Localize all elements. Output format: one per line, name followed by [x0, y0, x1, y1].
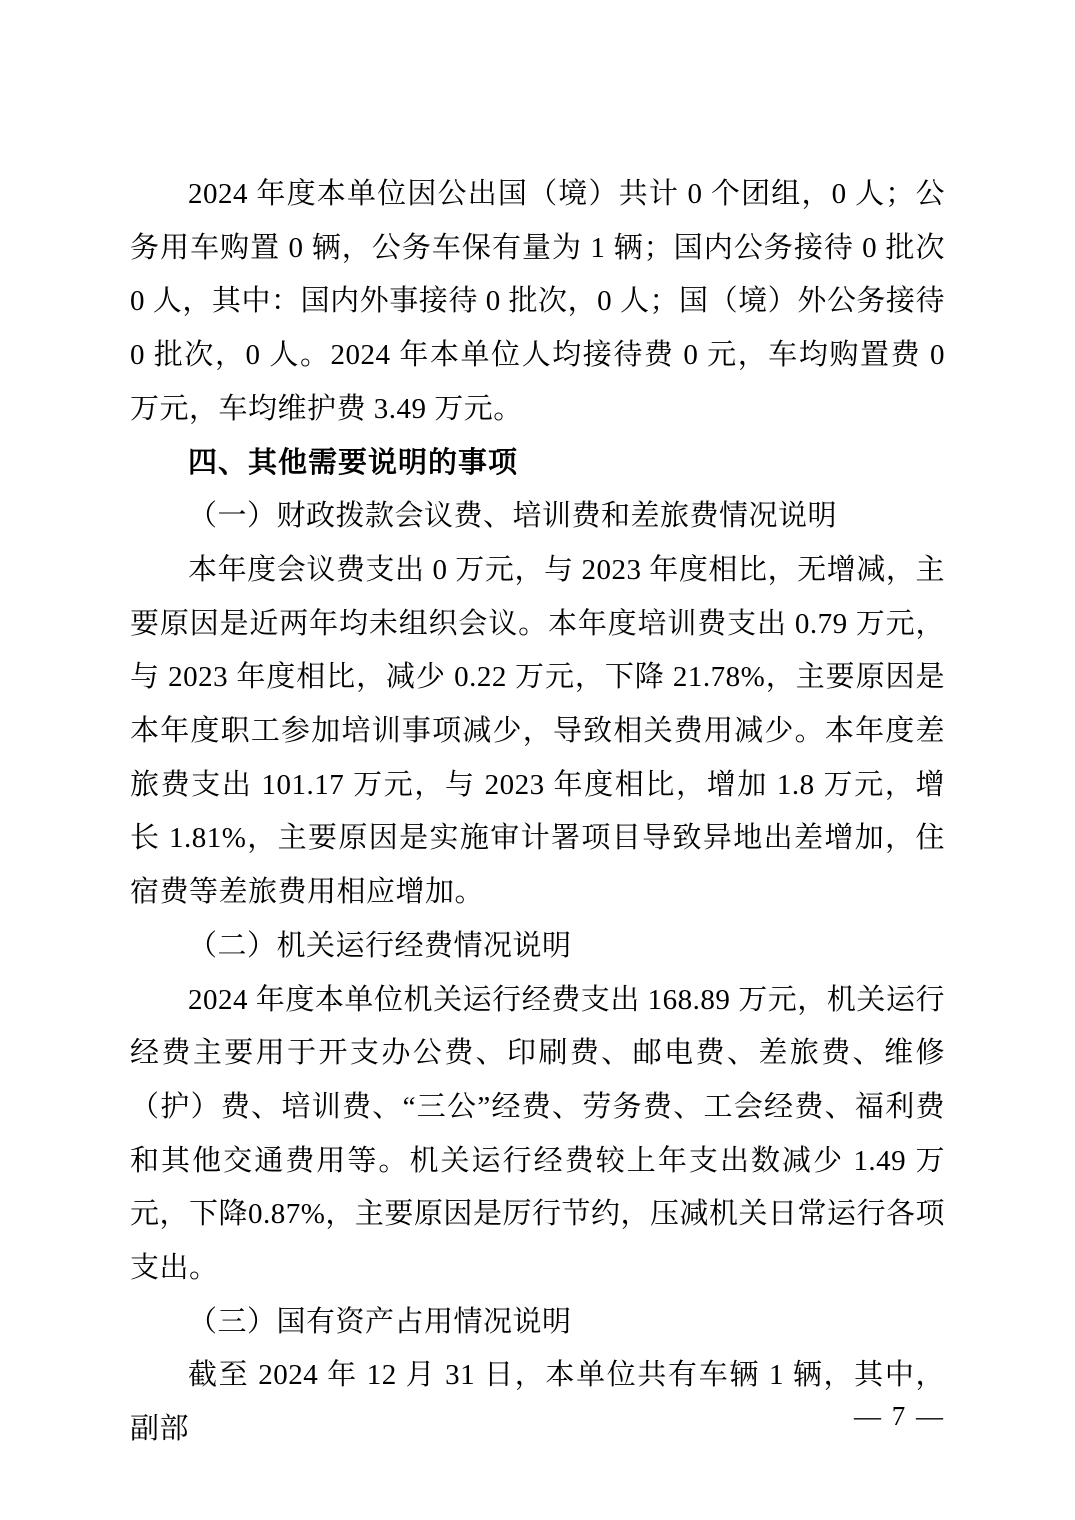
document-body [130, 168, 945, 1457]
page-number: — 7 — [854, 1401, 945, 1431]
paragraph-agency-operating-funds-detail: 2024 年度本单位机关运行经费支出 168.89 万元，机关运行经费主要用于开支办公费、印刷费、邮电费、差旅费、维修（护）费、培训费、“三公”经费、劳务费、工会经费、福利费和其他交通费用等。机关运行经费较上年支出数减少 1.49 万元，下降0.87%，主要原因是厉行节约，压减机关日常运行各项支出。 [130, 983, 945, 1285]
paragraph-meeting-training-travel-detail: 本年度会议费支出 0 万元，与 2023 年度相比，无增减，主要原因是近两年均未组织会议。本年度培训费支出 0.79 万元，与 2023 年度相比，减少 0.22 万元，下降 21.78%，主要原因是本年度职工参加培训事项减少，导致相关费用减少。本年度差旅费支出 101.17 万元，与 2023 年度相比，增加 1.8 万元，增长 1.81%，主要原因是实施审计署项目导致异地出差增加，住宿费等差旅费用相应增加。 [130, 553, 945, 909]
subheading-agency-operating-funds: （二）机关运行经费情况说明 [188, 929, 572, 962]
subheading-meeting-training-travel-fees: （一）财政拨款会议费、培训费和差旅费情况说明 [188, 500, 838, 533]
section-heading-other-matters: 四、其他需要说明的事项 [188, 446, 519, 479]
subheading-state-assets-occupancy: （三）国有资产占用情况说明 [188, 1305, 572, 1338]
paragraph-three-public-funds: 2024 年度本单位因公出国（境）共计 0 个团组，0 人；公务用车购置 0 辆，公务车保有量为 1 辆；国内公务接待 0 批次 0 人，其中：国内外事接待 0 批次，0 人；国（境）外公务接待 0 批次，0 人。2024 年本单位人均接待费 0 元，车均购置费 0 万元，车均维护费 3.49 万元。 [130, 178, 945, 425]
paragraph-state-assets-occupancy-detail: 截至 2024 年 12 月 31 日，本单位共有车辆 1 辆，其中，副部 [130, 1359, 945, 1446]
